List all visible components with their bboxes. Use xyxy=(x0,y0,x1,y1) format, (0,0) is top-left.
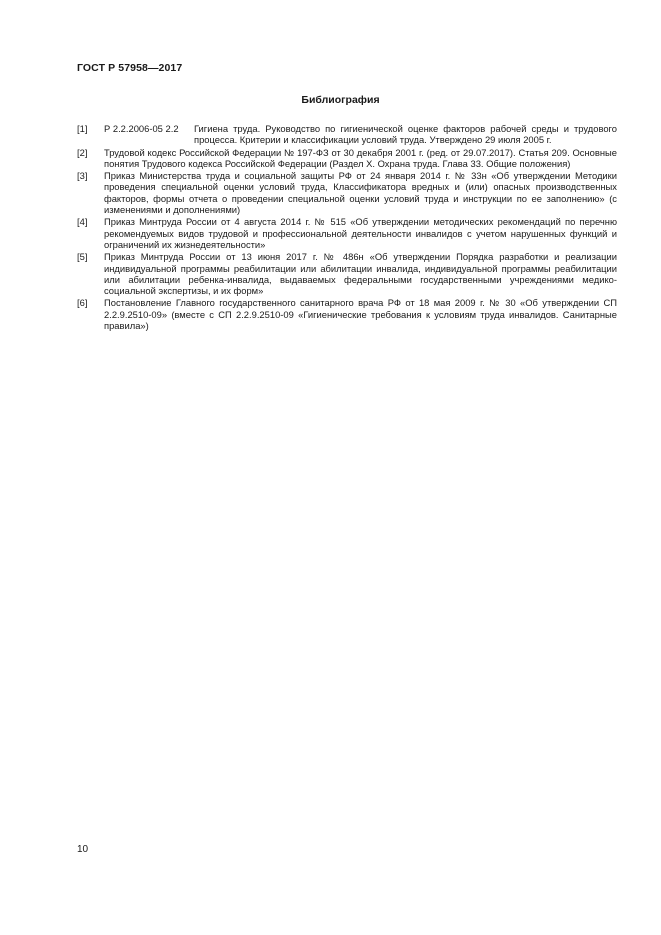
page-number: 10 xyxy=(77,844,89,855)
bibliography-item xyxy=(77,147,617,170)
document-header: ГОСТ Р 57958—2017 xyxy=(77,62,183,74)
bibliography-item-number: [4] xyxy=(77,216,88,228)
bibliography-item-text: Приказ Минтруда России от 4 августа 2014 г. № 515 «Об утверждении методических рекомендаций по перечню рекомендуемых видов трудовой и профессиональной деятельности инвалидов с учетом нарушенных функций и ограничений их жизнедеятельности» xyxy=(104,216,617,250)
bibliography-item-code: Р 2.2.2006-05 2.2 xyxy=(104,123,179,134)
bibliography-item xyxy=(77,170,617,215)
bibliography-item-text: Приказ Министерства труда и социальной защиты РФ от 24 января 2014 г. № 33н «Об утверждении Методики проведения специальной оценки условий труда, Классификатора вредных и (или) опасных производственных факторов, формы отчета о проведении специальной оценки условий труда и инструкции по ее заполнению» (с изменениями и дополнениями) xyxy=(104,170,617,216)
bibliography-item-number: [1] xyxy=(77,123,88,134)
bibliography-item xyxy=(77,251,617,296)
section-title: Библиография xyxy=(301,94,380,106)
bibliography-item-number: [5] xyxy=(77,251,88,263)
bibliography-item-text: Постановление Главного государственного санитарного врача РФ от 18 мая 2009 г. № 30 «Об утверждении СП 2.2.9.2510-09» (вместе с СП 2.2.9.2510-09 «Гигиенические требования к условиям труда инвалидов. Санитарные правила») xyxy=(104,297,617,332)
bibliography-list xyxy=(77,123,617,332)
bibliography-item-number: [3] xyxy=(77,170,88,182)
bibliography-item-number: [2] xyxy=(77,146,88,158)
bibliography-item-text: Гигиена труда. Руководство по гигиенической оценке факторов рабочей среды и трудового процесса. Критерии и классификации условий труда. Утверждено 29 июля 2005 г. xyxy=(194,123,617,146)
bibliography-item xyxy=(77,123,617,146)
bibliography-item-text: Приказ Минтруда России от 13 июня 2017 г. № 486н «Об утверждении Порядка разработки и реализации индивидуальной программы реабилитации или абилитации инвалида, индивидуальной программы реабилитации или абилитации ребенка-инвалида, выдаваемых федеральными государственными учреждениями медико-социальной экспертизы, и их форм» xyxy=(104,251,617,297)
bibliography-item xyxy=(77,216,617,250)
bibliography-item xyxy=(77,297,617,331)
bibliography-item-text: Трудовой кодекс Российской Федерации № 197-ФЗ от 30 декабря 2001 г. (ред. от 29.07.2017). Статья 209. Основные понятия Трудового кодекса Российской Федерации (Раздел X. Охрана труда. Глава 33. Общие положения) xyxy=(104,146,617,169)
bibliography-item-number: [6] xyxy=(77,297,88,309)
